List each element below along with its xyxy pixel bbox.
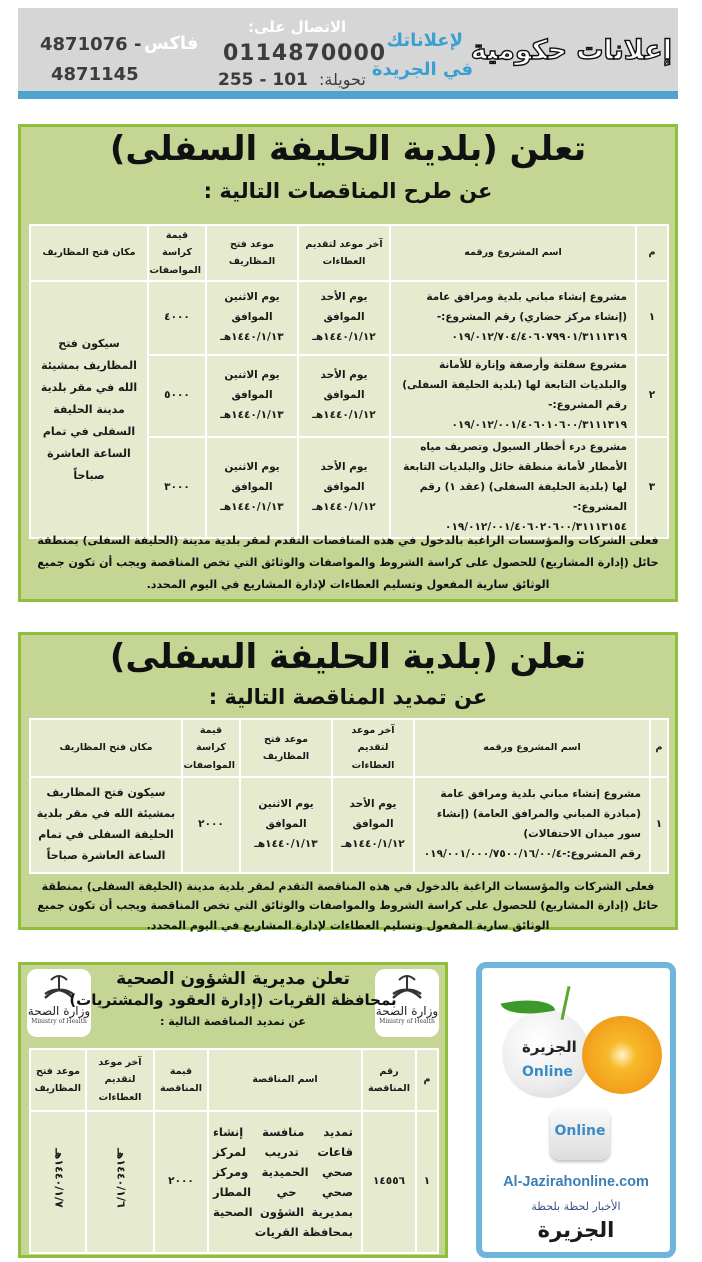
project-code: ٠١٩/٠١٢/٠٠١/٤٠٦٠١٠٦٠٠/٣١١١٣١٩ <box>451 418 627 431</box>
spec-price: ٤٠٠٠ <box>148 281 206 355</box>
col-header: قيمة كراسة المواصفات <box>148 225 206 281</box>
deadline: يوم الأحد الموافق ١٤٤٠/١/١٢هـ <box>298 437 390 539</box>
deadline <box>86 1111 154 1253</box>
opening-date-value: ١٤٤٠/١/٧هـ <box>52 1148 66 1208</box>
logo-english-text: Ministry of Health <box>379 1018 435 1026</box>
col-header: اسم المشروع ورقمه <box>414 719 650 777</box>
ad-subtitle: عن تمديد المناقصة التالية : <box>208 685 488 709</box>
row-number: ١ <box>636 281 668 355</box>
tender-table <box>29 718 669 874</box>
table-row <box>30 281 668 355</box>
project-name <box>390 355 636 437</box>
logo-arabic-text: وزارة الصحة <box>27 1004 91 1018</box>
app-icon-label: Online <box>554 1123 606 1139</box>
table-header-row <box>30 225 668 281</box>
app-icon <box>550 1108 610 1160</box>
opening-date: يوم الاثنين الموافق ١٤٤٠/١/١٣هـ <box>240 777 332 873</box>
project-name <box>390 281 636 355</box>
row-number: ١ <box>416 1111 438 1253</box>
project-title: مشروع درء أخطار السيول وتصريف مياه الأمطار لأمانة منطقة حائل والبلديات التابعة لها (بلدية الحليفة السفلى) (عقد ١) رقم المشروع:- <box>403 440 627 513</box>
tender-number: ١٤٥٥٦ <box>362 1111 416 1253</box>
row-number: ١ <box>650 777 668 873</box>
phone-number: 0114870000 <box>223 41 387 66</box>
ad-title-line2: بمحافظة القريات (إدارة العقود والمشتريات) <box>69 991 397 1009</box>
ad-subtitle: عن تمديد المناقصة التالية : <box>160 1015 306 1028</box>
col-header: مكان فتح المظاريف <box>30 225 148 281</box>
ad-note: فعلى الشركات والمؤسسات الراغبة بالدخول في هذه المناقصات التقدم لمقر بلدية مدينة (الحليفة السفلى) بمنطقة حائل (إدارة المشاريع) للحصول على كراسة الشروط والمواصفات والوثائق التي تخص المناقصة ويجب أن تكون جميع الوثائق سارية المفعول وتسليم العطاءات لإدارة المشاريع في اليوم المحدد. <box>37 534 659 591</box>
col-header: م <box>650 719 668 777</box>
health-tender-ad <box>18 962 448 1258</box>
project-name <box>414 777 650 873</box>
extension-label: تحويلة: <box>319 70 366 89</box>
col-header: قيمة كراسة المواصفات <box>182 719 240 777</box>
col-header: اسم المناقصة <box>208 1049 362 1111</box>
deadline: يوم الأحد الموافق ١٤٤٠/١/١٢هـ <box>298 281 390 355</box>
contact-label: الاتصال على: <box>248 18 347 36</box>
row-number: ٢ <box>636 355 668 437</box>
col-header: موعد فتح المظاريف <box>30 1049 86 1111</box>
extension-number: 255 - 101 <box>218 70 308 90</box>
spec-price: ٢٠٠٠ <box>182 777 240 873</box>
promo-tagline: الأخبار لحظة بلحظة <box>531 1200 621 1213</box>
opening-date <box>30 1111 86 1253</box>
col-header: اسم المشروع ورقمه <box>390 225 636 281</box>
col-header: آخر موعد لتقديم العطاءات <box>332 719 414 777</box>
col-header: آخر موعد لتقديم العطاءات <box>86 1049 154 1111</box>
ad-title: تعلن مديرية الشؤون الصحية <box>116 969 350 989</box>
logo-arabic-text: وزارة الصحة <box>375 1004 439 1018</box>
deadline-date: ١٤٤٠/١/٦هـ <box>114 1148 128 1208</box>
promo-url-link[interactable]: Al-Jazirahonline.com <box>503 1174 649 1190</box>
deadline: يوم الأحد الموافق ١٤٤٠/١/١٢هـ <box>332 777 414 873</box>
col-header: موعد فتح المظاريف <box>206 225 298 281</box>
col-header: آخر موعد لتقديم العطاءات <box>298 225 390 281</box>
online-label: Online <box>522 1064 573 1080</box>
tender-name: تمديد منافسة إنشاء قاعات تدريب لمركز صحي الحميدية ومركز صحي حي المطار بمديرية الشؤون الصحية بمحافظة القريات <box>208 1111 362 1253</box>
col-header: م <box>636 225 668 281</box>
project-code: ٠١٩/٠١٢/٧٠٤/٤٠٦٠٧٩٩٠١/٣١١١٣١٩ <box>451 330 627 343</box>
col-header: موعد فتح المظاريف <box>240 719 332 777</box>
spec-price: ٥٠٠٠ <box>148 355 206 437</box>
project-name <box>390 437 636 539</box>
ad-subtitle: عن طرح المناقصات التالية : <box>203 179 493 203</box>
header-divider <box>18 91 678 99</box>
fax-number-2: 4871145 <box>51 64 139 85</box>
tender-table <box>29 1048 439 1254</box>
orange-half-image <box>582 1016 662 1094</box>
col-header: مكان فتح المظاريف <box>30 719 182 777</box>
col-header: رقم المناقصة <box>362 1049 416 1111</box>
header-cta-line2: في الجريدة <box>371 59 473 80</box>
opening-location: سيكون فتح المظاريف بمشيئة الله في مقر بلدية الحليفة السفلى في تمام الساعة العاشرة صباحاً <box>30 777 182 873</box>
header-banner <box>18 8 678 91</box>
logo-english-text: Ministry of Health <box>31 1018 87 1026</box>
fax-label: فاكس <box>144 33 199 54</box>
table-header-row <box>30 719 668 777</box>
project-code: ٠١٩/٠١٢/٠٠١/٤٠٦٠٢٠٦٠٠/٣١١١٣١٥٤ <box>445 520 627 533</box>
ad-title: تعلن (بلدية الحليفة السفلى) <box>109 637 587 677</box>
table-row <box>30 777 668 873</box>
opening-date: يوم الاثنين الموافق ١٤٤٠/١/١٣هـ <box>206 355 298 437</box>
col-header: قيمة المناقصة <box>154 1049 208 1111</box>
jazirah-online-promo[interactable] <box>476 962 676 1258</box>
deadline: يوم الأحد الموافق ١٤٤٠/١/١٢هـ <box>298 355 390 437</box>
opening-date: يوم الاثنين الموافق ١٤٤٠/١/١٣هـ <box>206 437 298 539</box>
tender-value: ٢٠٠٠ <box>154 1111 208 1253</box>
project-title: مشروع سفلتة وأرصفة وإنارة للأمانة والبلديات التابعة لها (بلدية الحليفة السفلى) رقم المشروع:- <box>402 359 627 411</box>
fax-number-1: 4871076 - <box>40 34 142 55</box>
project-title: مشروع إنشاء مباني بلدية ومرافق عامة (مبادرة المباني والمرافق العامة) (إنشاء سور ميدان الاحتفالات) <box>436 788 641 840</box>
table-row <box>30 1111 438 1253</box>
ad-title: تعلن (بلدية الحليفة السفلى) <box>109 129 587 169</box>
header-cta-line1: لإعلاناتك <box>386 30 463 51</box>
project-code: رقم المشروع:-٠١٩/٠٠١/٠٠٠/٧٥٠٠/١٦/٠٠/٤ <box>423 847 641 860</box>
row-number: ٣ <box>636 437 668 539</box>
header-title: إعلانات حكومية <box>470 35 672 66</box>
spec-price: ٣٠٠٠ <box>148 437 206 539</box>
opening-date: يوم الاثنين الموافق ١٤٤٠/١/١٣هـ <box>206 281 298 355</box>
col-header: م <box>416 1049 438 1111</box>
tender-table <box>29 224 669 539</box>
brand-logo: الجزيرة <box>537 1218 615 1242</box>
tender-ad-1 <box>18 124 678 602</box>
ad-note: فعلى الشركات والمؤسسات الراغبة بالدخول في هذه المناقصة التقدم لمقر بلدية مدينة (الحليفة السفلى) بمنطقة حائل (إدارة المشاريع) للحصول على كراسة الشروط والمواصفات والوثائق التي تخص المناقصة ويجب أن تكون جميع الوثائق سارية المفعول وتسليم العطاءات لإدارة المشاريع في اليوم المحدد. <box>37 880 659 932</box>
opening-location: سيكون فتح المظاريف بمشيئة الله في مقر بلدية مدينة الحليفة السفلى في تمام الساعة العاشرة صباحاً <box>30 281 148 538</box>
table-header-row <box>30 1049 438 1111</box>
brand-logo-small: الجزيرة <box>522 1038 577 1056</box>
project-title: مشروع إنشاء مباني بلدية ومرافق عامة (إنشاء مركز حضاري) رقم المشروع:- <box>426 291 627 324</box>
tender-ad-2 <box>18 632 678 930</box>
